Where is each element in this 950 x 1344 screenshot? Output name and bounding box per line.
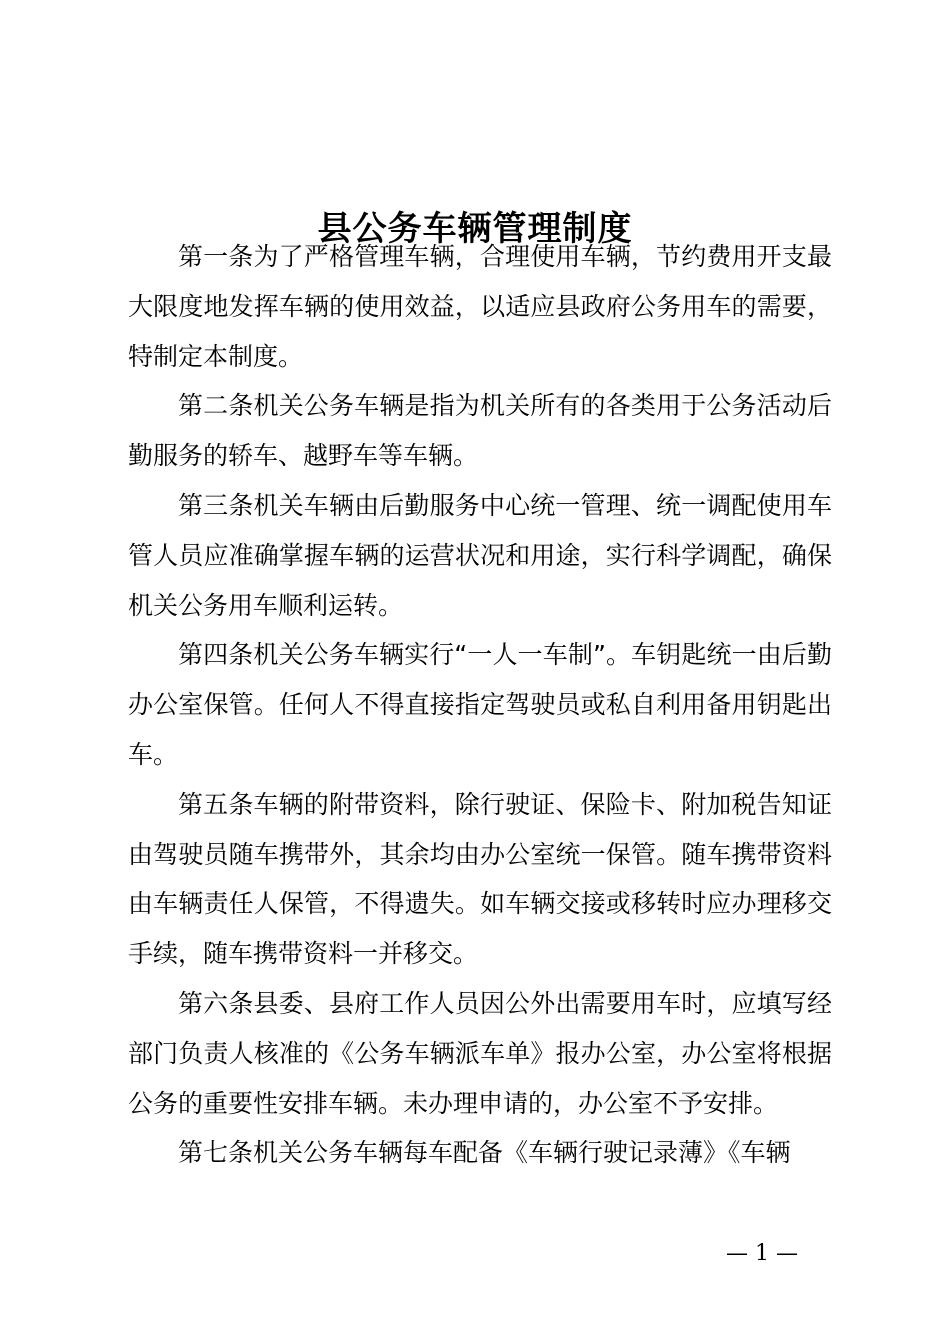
document-body [128, 232, 832, 1178]
article-7-paragraph: 第七条机关公务车辆每车配备《车辆行驶记录薄》《车辆 [178, 1138, 791, 1168]
article-3-paragraph: 第三条机关车辆由后勤服务中心统一管理、统一调配使用车管人员应准确掌握车辆的运营状况和用途，实行科学调配，确保机关公务用车顺利运转。 [128, 490, 832, 620]
article-6-paragraph: 第六条县委、县府工作人员因公外出需要用车时，应填写经部门负责人核准的《公务车辆派车单》报办公室，办公室将根据公务的重要性安排车辆。未办理申请的，办公室不予安排。 [128, 988, 832, 1118]
article-1-paragraph: 第一条为了严格管理车辆，合理使用车辆，节约费用开支最大限度地发挥车辆的使用效益，以适应县政府公务用车的需要，特制定本制度。 [128, 242, 832, 371]
page-number: — 1 — [726, 1241, 798, 1266]
article-2-paragraph: 第二条机关公务车辆是指为机关所有的各类用于公务活动后勤服务的轿车、越野车等车辆。 [128, 391, 832, 471]
document-title: 县公务车辆管理制度 [317, 208, 633, 249]
article-4-paragraph: 第四条机关公务车辆实行“一人一车制”。车钥匙统一由后勤办公室保管。任何人不得直接指定驾驶员或私自利用备用钥匙出车。 [128, 640, 832, 769]
article-5-paragraph: 第五条车辆的附带资料，除行驶证、保险卡、附加税告知证由驾驶员随车携带外，其余均由办公室统一保管。随车携带资料由车辆责任人保管，不得遗失。如车辆交接或移转时应办理移交手续，随车携带资料一并移交。 [128, 789, 832, 969]
